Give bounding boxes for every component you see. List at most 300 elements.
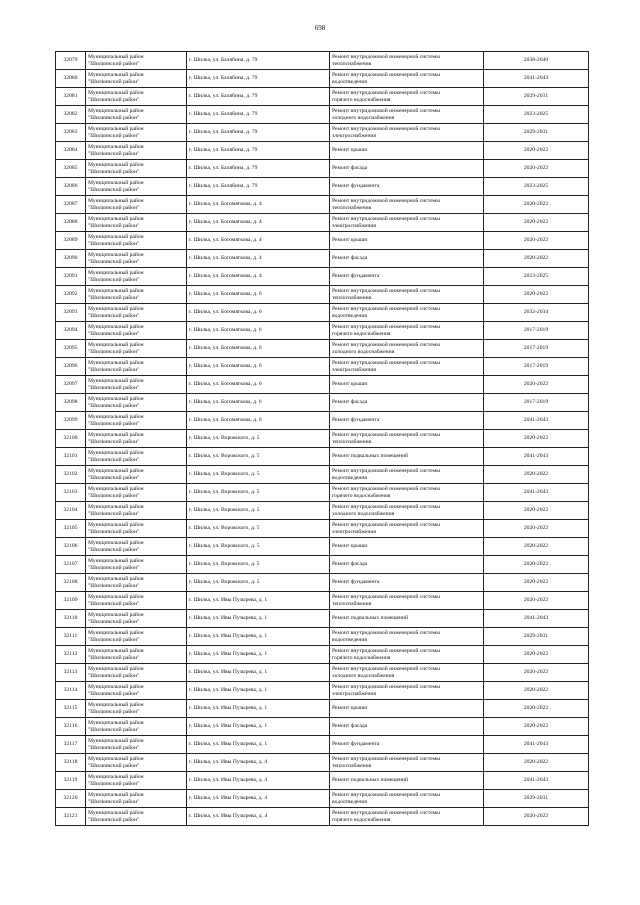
municipality-cell: [86, 106, 187, 124]
municipality-line-1: Муниципальный район: [88, 125, 144, 132]
municipality-cell: [86, 214, 187, 232]
work-type-cell: [330, 628, 484, 646]
municipality-cell: [86, 142, 187, 160]
work-type-cell: [330, 646, 484, 664]
work-type-line-1: Ремонт фасада: [332, 399, 368, 406]
municipality-line-2: "Шилкинский район": [88, 348, 140, 355]
work-type-line-1: Ремонт внутридомовой инженерной системы: [332, 467, 440, 474]
municipality-cell: [86, 808, 187, 826]
municipality-cell: [86, 466, 187, 484]
term-cell: 2020-2022: [484, 376, 589, 394]
work-type-cell: [330, 322, 484, 340]
work-type-cell: [330, 214, 484, 232]
table-row: [56, 358, 589, 376]
work-type-cell: [330, 700, 484, 718]
municipality-line-2: "Шилкинский район": [88, 672, 140, 679]
work-type-cell: [330, 808, 484, 826]
term-cell: 2020-2022: [484, 538, 589, 556]
work-type-line-2: теплоснабжения: [332, 60, 372, 67]
term-cell: 2041-2043: [484, 772, 589, 790]
work-type-line-2: горячего водоснабжения: [332, 654, 391, 661]
work-type-line-1: Ремонт крыши: [332, 705, 368, 712]
municipality-cell: [86, 358, 187, 376]
work-type-cell: [330, 160, 484, 178]
address-cell: г. Шилка, ул. Балябина, д. 79: [187, 160, 330, 178]
work-type-line-1: Ремонт фасада: [332, 723, 368, 730]
table-row: [56, 232, 589, 250]
work-type-line-1: Ремонт фундамента: [332, 417, 380, 424]
municipality-line-2: "Шилкинский район": [88, 510, 140, 517]
address-cell: г. Шилка, ул. Богомягкова, д. 6: [187, 322, 330, 340]
municipality-line-1: Муниципальный район: [88, 539, 144, 546]
work-type-cell: [330, 394, 484, 412]
municipality-cell: [86, 520, 187, 538]
municipality-line-1: Муниципальный район: [88, 341, 144, 348]
address-cell: г. Шилка, ул. Воровского, д. 5: [187, 556, 330, 574]
table-row: [56, 718, 589, 736]
municipality-line-1: Муниципальный район: [88, 593, 144, 600]
municipality-line-1: Муниципальный район: [88, 521, 144, 528]
municipality-line-1: Муниципальный район: [88, 359, 144, 366]
work-type-line-1: Ремонт внутридомовой инженерной системы: [332, 341, 440, 348]
table-row: [56, 664, 589, 682]
work-type-line-1: Ремонт внутридомовой инженерной системы: [332, 53, 440, 60]
municipality-line-2: "Шилкинский район": [88, 96, 140, 103]
municipality-line-2: "Шилкинский район": [88, 744, 140, 751]
table-row: [56, 88, 589, 106]
work-type-cell: [330, 70, 484, 88]
work-type-line-2: горячего водоснабжения: [332, 96, 391, 103]
work-type-line-1: Ремонт внутридомовой инженерной системы: [332, 665, 440, 672]
row-number-cell: 32091: [56, 268, 86, 286]
term-cell: 2041-2043: [484, 484, 589, 502]
work-type-line-2: электроснабжения: [332, 132, 376, 139]
term-cell: 2020-2022: [484, 520, 589, 538]
municipality-cell: [86, 448, 187, 466]
row-number-cell: 32105: [56, 520, 86, 538]
work-type-cell: [330, 88, 484, 106]
municipality-line-2: "Шилкинский район": [88, 762, 140, 769]
work-type-line-1: Ремонт внутридомовой инженерной системы: [332, 503, 440, 510]
term-cell: 2020-2022: [484, 466, 589, 484]
municipality-line-2: "Шилкинский район": [88, 600, 140, 607]
municipality-line-1: Муниципальный район: [88, 755, 144, 762]
table-row: [56, 322, 589, 340]
term-cell: 2041-2043: [484, 70, 589, 88]
municipality-line-1: Муниципальный район: [88, 179, 144, 186]
municipality-cell: [86, 664, 187, 682]
municipality-line-2: "Шилкинский район": [88, 654, 140, 661]
table-row: [56, 628, 589, 646]
table-row: [56, 574, 589, 592]
work-type-cell: [330, 664, 484, 682]
row-number-cell: 32097: [56, 376, 86, 394]
work-type-cell: [330, 340, 484, 358]
municipality-line-1: Муниципальный район: [88, 611, 144, 618]
municipality-line-2: "Шилкинский район": [88, 816, 140, 823]
term-cell: 2017-2019: [484, 358, 589, 376]
work-type-line-2: горячего водоснабжения: [332, 330, 391, 337]
row-number-cell: 32109: [56, 592, 86, 610]
municipality-line-2: "Шилкинский район": [88, 798, 140, 805]
work-type-cell: [330, 286, 484, 304]
table-row: [56, 142, 589, 160]
work-type-cell: [330, 790, 484, 808]
work-type-cell: [330, 430, 484, 448]
table-row: [56, 214, 589, 232]
term-cell: 2020-2022: [484, 502, 589, 520]
row-number-cell: 32090: [56, 250, 86, 268]
work-type-line-2: водоотведения: [332, 798, 367, 805]
table-row: [56, 52, 589, 70]
municipality-line-2: "Шилкинский район": [88, 222, 140, 229]
municipality-cell: [86, 286, 187, 304]
address-cell: г. Шилка, ул. Балябина, д. 79: [187, 178, 330, 196]
address-cell: г. Шилка, ул. Балябина, д. 79: [187, 106, 330, 124]
municipality-cell: [86, 394, 187, 412]
municipality-cell: [86, 268, 187, 286]
row-number-cell: 32079: [56, 52, 86, 70]
municipality-line-1: Муниципальный район: [88, 287, 144, 294]
work-type-line-2: горячего водоснабжения: [332, 816, 391, 823]
municipality-cell: [86, 628, 187, 646]
term-cell: 2020-2022: [484, 430, 589, 448]
table-row: [56, 178, 589, 196]
term-cell: 2020-2022: [484, 286, 589, 304]
municipality-line-2: "Шилкинский район": [88, 60, 140, 67]
work-type-line-1: Ремонт внутридомовой инженерной системы: [332, 359, 440, 366]
work-type-line-1: Ремонт крыши: [332, 543, 368, 550]
work-type-cell: [330, 556, 484, 574]
row-number-cell: 32102: [56, 466, 86, 484]
municipality-cell: [86, 178, 187, 196]
row-number-cell: 32111: [56, 628, 86, 646]
address-cell: г. Шилка, ул. Богомягкова, д. 4: [187, 232, 330, 250]
municipality-line-1: Муниципальный район: [88, 413, 144, 420]
municipality-line-2: "Шилкинский район": [88, 474, 140, 481]
table-row: [56, 772, 589, 790]
municipality-cell: [86, 376, 187, 394]
municipality-line-2: "Шилкинский район": [88, 294, 140, 301]
municipality-line-2: "Шилкинский район": [88, 114, 140, 121]
term-cell: 2041-2043: [484, 448, 589, 466]
work-type-cell: [330, 142, 484, 160]
municipality-line-2: "Шилкинский район": [88, 708, 140, 715]
address-cell: г. Шилка, ул. Воровского, д. 5: [187, 448, 330, 466]
municipality-cell: [86, 754, 187, 772]
municipality-cell: [86, 682, 187, 700]
term-cell: 2020-2022: [484, 142, 589, 160]
municipality-line-1: Муниципальный район: [88, 53, 144, 60]
municipality-line-1: Муниципальный район: [88, 251, 144, 258]
municipality-line-1: Муниципальный район: [88, 89, 144, 96]
row-number-cell: 32088: [56, 214, 86, 232]
term-cell: 2020-2022: [484, 592, 589, 610]
row-number-cell: 32092: [56, 286, 86, 304]
municipality-cell: [86, 322, 187, 340]
municipality-cell: [86, 574, 187, 592]
municipality-line-2: "Шилкинский район": [88, 528, 140, 535]
row-number-cell: 32120: [56, 790, 86, 808]
address-cell: г. Шилка, ул. Богомягкова, д. 4: [187, 268, 330, 286]
municipality-line-1: Муниципальный район: [88, 629, 144, 636]
row-number-cell: 32087: [56, 196, 86, 214]
table-row: [56, 250, 589, 268]
municipality-line-2: "Шилкинский район": [88, 258, 140, 265]
municipality-cell: [86, 556, 187, 574]
municipality-line-2: "Шилкинский район": [88, 420, 140, 427]
municipality-line-2: "Шилкинский район": [88, 312, 140, 319]
term-cell: 2041-2043: [484, 736, 589, 754]
row-number-cell: 32101: [56, 448, 86, 466]
address-cell: г. Шилка, ул. Ивы Пузырева, д. 1: [187, 736, 330, 754]
address-cell: г. Шилка, ул. Богомягкова, д. 6: [187, 304, 330, 322]
municipality-line-1: Муниципальный район: [88, 233, 144, 240]
term-cell: 2020-2022: [484, 574, 589, 592]
table-row: [56, 538, 589, 556]
work-type-line-1: Ремонт внутридомовой инженерной системы: [332, 197, 440, 204]
row-number-cell: 32104: [56, 502, 86, 520]
address-cell: г. Шилка, ул. Ивы Пузырева, д. 1: [187, 592, 330, 610]
row-number-cell: 32115: [56, 700, 86, 718]
municipality-line-2: "Шилкинский район": [88, 636, 140, 643]
work-type-cell: [330, 736, 484, 754]
municipality-line-1: Муниципальный район: [88, 719, 144, 726]
municipality-line-1: Муниципальный район: [88, 791, 144, 798]
municipality-line-1: Муниципальный район: [88, 269, 144, 276]
work-type-line-2: теплоснабжения: [332, 438, 372, 445]
address-cell: г. Шилка, ул. Балябина, д. 79: [187, 52, 330, 70]
municipality-line-1: Муниципальный район: [88, 431, 144, 438]
address-cell: г. Шилка, ул. Богомягкова, д. 4: [187, 196, 330, 214]
municipality-line-1: Муниципальный район: [88, 377, 144, 384]
table-row: [56, 610, 589, 628]
address-cell: г. Шилка, ул. Богомягкова, д. 6: [187, 286, 330, 304]
work-type-line-1: Ремонт внутридомовой инженерной системы: [332, 431, 440, 438]
municipality-line-2: "Шилкинский район": [88, 204, 140, 211]
work-type-cell: [330, 232, 484, 250]
row-number-cell: 32112: [56, 646, 86, 664]
municipality-cell: [86, 718, 187, 736]
work-type-cell: [330, 358, 484, 376]
work-type-line-1: Ремонт фасада: [332, 255, 368, 262]
municipality-cell: [86, 538, 187, 556]
table-row: [56, 790, 589, 808]
work-type-line-1: Ремонт внутридомовой инженерной системы: [332, 125, 440, 132]
municipality-line-2: "Шилкинский район": [88, 240, 140, 247]
address-cell: г. Шилка, ул. Богомягкова, д. 6: [187, 358, 330, 376]
work-type-cell: [330, 538, 484, 556]
table-row: [56, 412, 589, 430]
municipality-cell: [86, 232, 187, 250]
table-row: [56, 304, 589, 322]
municipality-line-1: Муниципальный район: [88, 503, 144, 510]
table-row: [56, 520, 589, 538]
row-number-cell: 32098: [56, 394, 86, 412]
municipality-line-1: Муниципальный район: [88, 395, 144, 402]
work-type-line-1: Ремонт подвальных помещений: [332, 777, 409, 784]
work-type-cell: [330, 376, 484, 394]
work-type-line-1: Ремонт внутридомовой инженерной системы: [332, 647, 440, 654]
municipality-line-2: "Шилкинский район": [88, 186, 140, 193]
row-number-cell: 32110: [56, 610, 86, 628]
row-number-cell: 32095: [56, 340, 86, 358]
row-number-cell: 32100: [56, 430, 86, 448]
address-cell: г. Шилка, ул. Воровского, д. 5: [187, 430, 330, 448]
work-type-line-2: холодного водоснабжения: [332, 114, 395, 121]
address-cell: г. Шилка, ул. Балябина, д. 79: [187, 88, 330, 106]
municipality-cell: [86, 52, 187, 70]
work-type-cell: [330, 772, 484, 790]
work-type-line-2: электроснабжения: [332, 222, 376, 229]
address-cell: г. Шилка, ул. Богомягкова, д. 6: [187, 376, 330, 394]
municipality-cell: [86, 304, 187, 322]
municipality-cell: [86, 412, 187, 430]
work-type-line-1: Ремонт крыши: [332, 381, 368, 388]
work-type-line-1: Ремонт фундамента: [332, 273, 380, 280]
work-type-line-2: теплоснабжения: [332, 294, 372, 301]
work-type-line-2: водоотведения: [332, 474, 367, 481]
work-type-line-1: Ремонт внутридомовой инженерной системы: [332, 593, 440, 600]
work-type-cell: [330, 574, 484, 592]
table-row: [56, 70, 589, 88]
table-row: [56, 430, 589, 448]
term-cell: 2038-2040: [484, 52, 589, 70]
municipality-line-1: Муниципальный район: [88, 809, 144, 816]
municipality-cell: [86, 790, 187, 808]
work-type-line-1: Ремонт внутридомовой инженерной системы: [332, 683, 440, 690]
table-row: [56, 466, 589, 484]
municipality-cell: [86, 196, 187, 214]
work-type-cell: [330, 268, 484, 286]
municipality-line-2: "Шилкинский район": [88, 168, 140, 175]
address-cell: г. Шилка, ул. Ивы Пузырева, д. 1: [187, 610, 330, 628]
municipality-line-1: Муниципальный район: [88, 449, 144, 456]
municipality-line-2: "Шилкинский район": [88, 384, 140, 391]
term-cell: 2020-2022: [484, 196, 589, 214]
term-cell: 2020-2022: [484, 700, 589, 718]
term-cell: 2020-2022: [484, 556, 589, 574]
table-row: [56, 754, 589, 772]
work-type-line-1: Ремонт фундамента: [332, 579, 380, 586]
term-cell: 2020-2022: [484, 682, 589, 700]
municipality-line-2: "Шилкинский район": [88, 582, 140, 589]
work-type-line-1: Ремонт фундамента: [332, 183, 380, 190]
term-cell: 2023-2025: [484, 106, 589, 124]
work-type-line-1: Ремонт внутридомовой инженерной системы: [332, 287, 440, 294]
work-type-line-2: холодного водоснабжения: [332, 348, 395, 355]
municipality-line-2: "Шилкинский район": [88, 78, 140, 85]
term-cell: 2017-2019: [484, 322, 589, 340]
work-type-cell: [330, 52, 484, 70]
address-cell: г. Шилка, ул. Ивы Пузырева, д. 4: [187, 790, 330, 808]
address-cell: г. Шилка, ул. Ивы Пузырева, д. 1: [187, 646, 330, 664]
municipality-cell: [86, 340, 187, 358]
work-type-cell: [330, 718, 484, 736]
address-cell: г. Шилка, ул. Воровского, д. 5: [187, 502, 330, 520]
municipality-line-1: Муниципальный район: [88, 215, 144, 222]
work-type-cell: [330, 502, 484, 520]
municipality-cell: [86, 250, 187, 268]
table-body: [56, 52, 589, 826]
work-type-cell: [330, 250, 484, 268]
row-number-cell: 32107: [56, 556, 86, 574]
work-type-cell: [330, 124, 484, 142]
municipality-cell: [86, 88, 187, 106]
municipality-cell: [86, 772, 187, 790]
work-type-cell: [330, 178, 484, 196]
table-row: [56, 340, 589, 358]
term-cell: 2020-2022: [484, 646, 589, 664]
term-cell: 2023-2025: [484, 178, 589, 196]
row-number-cell: 32082: [56, 106, 86, 124]
work-type-line-1: Ремонт внутридомовой инженерной системы: [332, 71, 440, 78]
table-row: [56, 736, 589, 754]
row-number-cell: 32084: [56, 142, 86, 160]
work-type-line-1: Ремонт внутридомовой инженерной системы: [332, 485, 440, 492]
row-number-cell: 32085: [56, 160, 86, 178]
address-cell: г. Шилка, ул. Балябина, д. 79: [187, 124, 330, 142]
row-number-cell: 32096: [56, 358, 86, 376]
municipality-cell: [86, 592, 187, 610]
term-cell: 2020-2022: [484, 232, 589, 250]
municipality-line-1: Муниципальный район: [88, 701, 144, 708]
work-type-line-1: Ремонт внутридомовой инженерной системы: [332, 629, 440, 636]
work-type-line-2: водоотведения: [332, 312, 367, 319]
address-cell: г. Шилка, ул. Богомягкова, д. 4: [187, 250, 330, 268]
municipality-line-1: Муниципальный район: [88, 737, 144, 744]
table-row: [56, 124, 589, 142]
capital-repair-table: [55, 51, 589, 826]
municipality-line-1: Муниципальный район: [88, 143, 144, 150]
municipality-line-1: Муниципальный район: [88, 557, 144, 564]
table-row: [56, 502, 589, 520]
term-cell: 2032-2034: [484, 304, 589, 322]
work-type-line-2: водоотведения: [332, 636, 367, 643]
row-number-cell: 32106: [56, 538, 86, 556]
address-cell: г. Шилка, ул. Воровского, д. 5: [187, 574, 330, 592]
work-type-line-2: электроснабжения: [332, 690, 376, 697]
work-type-line-1: Ремонт внутридомовой инженерной системы: [332, 215, 440, 222]
address-cell: г. Шилка, ул. Ивы Пузырева, д. 1: [187, 682, 330, 700]
work-type-cell: [330, 682, 484, 700]
row-number-cell: 32113: [56, 664, 86, 682]
address-cell: г. Шилка, ул. Ивы Пузырева, д. 1: [187, 664, 330, 682]
address-cell: г. Шилка, ул. Воровского, д. 5: [187, 466, 330, 484]
table-row: [56, 268, 589, 286]
work-type-line-1: Ремонт внутридомовой инженерной системы: [332, 107, 440, 114]
term-cell: 2029-2031: [484, 790, 589, 808]
term-cell: 2017-2019: [484, 340, 589, 358]
address-cell: г. Шилка, ул. Воровского, д. 5: [187, 520, 330, 538]
municipality-line-2: "Шилкинский район": [88, 456, 140, 463]
row-number-cell: 32081: [56, 88, 86, 106]
work-type-line-1: Ремонт фасада: [332, 561, 368, 568]
work-type-cell: [330, 448, 484, 466]
address-cell: г. Шилка, ул. Балябина, д. 79: [187, 142, 330, 160]
address-cell: г. Шилка, ул. Богомягкова, д. 4: [187, 214, 330, 232]
municipality-line-1: Муниципальный район: [88, 665, 144, 672]
table-row: [56, 394, 589, 412]
work-type-cell: [330, 520, 484, 538]
work-type-line-1: Ремонт подвальных помещений: [332, 453, 409, 460]
table-row: [56, 160, 589, 178]
work-type-line-1: Ремонт крыши: [332, 147, 368, 154]
work-type-cell: [330, 412, 484, 430]
work-type-line-1: Ремонт внутридомовой инженерной системы: [332, 89, 440, 96]
municipality-line-2: "Шилкинский район": [88, 726, 140, 733]
municipality-line-1: Муниципальный район: [88, 323, 144, 330]
